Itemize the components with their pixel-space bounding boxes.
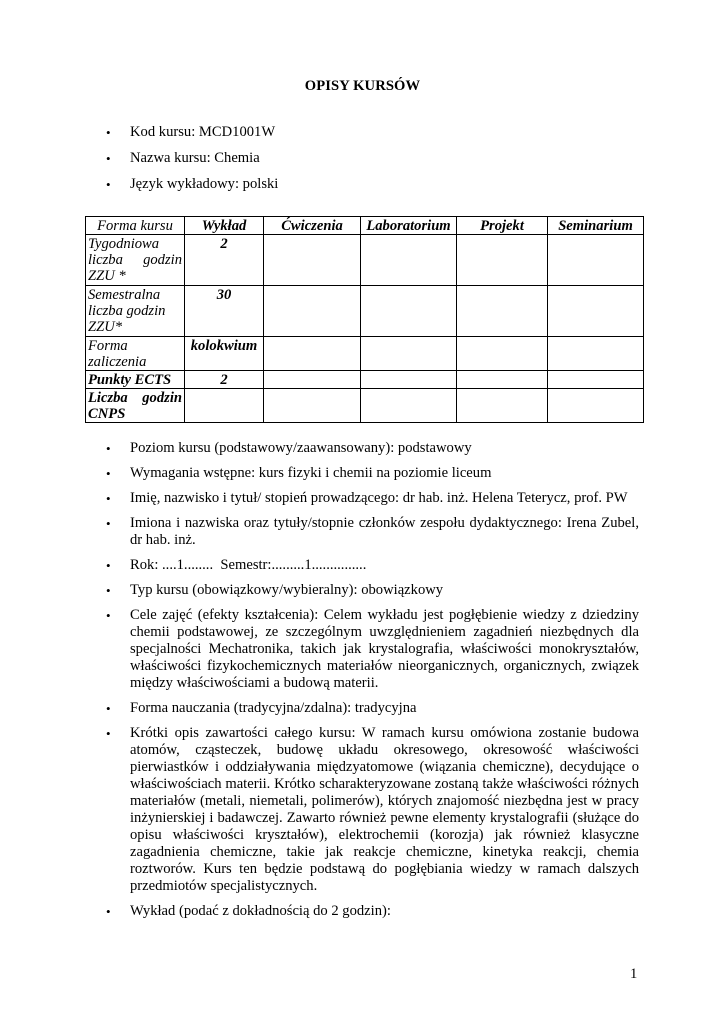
- table-cell: [185, 389, 264, 423]
- page-number: 1: [630, 966, 638, 982]
- course-name-item: [0, 150, 639, 176]
- detail-team: • Imiona i nazwiska oraz tytuły/stopnie członków zespołu dydaktycznego: Irena Zubel, dr hab. inż.: [106, 515, 639, 548]
- table-cell: [361, 371, 457, 389]
- table-cell: [457, 389, 548, 423]
- header-wyklad: Wykład: [185, 217, 264, 235]
- header-projekt: Projekt: [457, 217, 548, 235]
- detail-teaching-form: • Forma nauczania (tradycyjna/zdalna): tradycyjna: [106, 700, 417, 716]
- table-cell: [361, 389, 457, 423]
- table-row: [86, 389, 644, 423]
- header-laboratorium: Laboratorium: [361, 217, 457, 235]
- table-cell: [457, 235, 548, 286]
- course-details-list: [0, 440, 639, 928]
- table-cell: [457, 337, 548, 371]
- bullet-icon: •: [106, 516, 111, 531]
- table-cell: 2: [185, 371, 264, 389]
- detail-goals: • Cele zajęć (efekty kształcenia): Celem wykładu jest pogłębienie wiedzy z dziedziny chemii podstawowej, ze szczególnym uwzględnieniem zagadnień niezbędnych dla specjalności Mechatronika, takich jak krystalografia, właściwości monokryształów, właściwości fizykochemicznych materiałów nieorganicznych, organicznych, związek między właściwościami a budową materii.: [106, 607, 639, 691]
- table-cell: [361, 235, 457, 286]
- bullet-icon: •: [106, 466, 111, 481]
- detail-level: • Poziom kursu (podstawowy/zaawansowany): podstawowy: [106, 440, 472, 456]
- detail-course-type: • Typ kursu (obowiązkowy/wybieralny): obowiązkowy: [106, 582, 444, 598]
- course-header-list: [0, 124, 639, 202]
- course-code: Kod kursu: MCD1001W: [130, 124, 276, 140]
- detail-prerequisites: • Wymagania wstępne: kurs fizyki i chemii na poziomie liceum: [106, 465, 492, 481]
- table-cell: [457, 286, 548, 337]
- table-cell: kolokwium: [185, 337, 264, 371]
- table-cell: [264, 337, 361, 371]
- course-language-item: [0, 176, 639, 202]
- table-row: [86, 337, 644, 371]
- course-code-item: [0, 124, 639, 150]
- table-cell: [548, 371, 644, 389]
- row-label: Punkty ECTS: [86, 371, 185, 389]
- bullet-icon: •: [106, 583, 111, 598]
- detail-year-semester: • Rok: ....1........ Semestr:.........1...............: [106, 557, 367, 573]
- bullet-icon: •: [106, 726, 111, 741]
- row-label: Tygodniowa liczba godzin ZZU *: [86, 235, 185, 286]
- bullet-icon: •: [106, 177, 111, 192]
- table-cell: 2: [185, 235, 264, 286]
- bullet-icon: •: [106, 904, 111, 919]
- course-language: Język wykładowy: polski: [130, 176, 279, 192]
- header-seminarium: Seminarium: [548, 217, 644, 235]
- page-title: OPISY KURSÓW: [304, 78, 421, 94]
- table-cell: [548, 337, 644, 371]
- table-cell: [264, 235, 361, 286]
- detail-lecture: • Wykład (podać z dokładnością do 2 godzin):: [106, 903, 391, 919]
- table-cell: [548, 235, 644, 286]
- table-cell: [457, 371, 548, 389]
- row-label: Liczba godzin CNPS: [86, 389, 185, 423]
- row-label: Semestralna liczba godzin ZZU*: [86, 286, 185, 337]
- course-form-table: [85, 216, 644, 423]
- bullet-icon: •: [106, 558, 111, 573]
- detail-lecturer: • Imię, nazwisko i tytuł/ stopień prowadzącego: dr hab. inż. Helena Teterycz, prof. PW: [106, 490, 628, 506]
- bullet-icon: •: [106, 608, 111, 623]
- table-header-row: [86, 217, 644, 235]
- table-cell: [264, 389, 361, 423]
- header-cwiczenia: Ćwiczenia: [264, 217, 361, 235]
- bullet-icon: •: [106, 441, 111, 456]
- row-label: Forma zaliczenia: [86, 337, 185, 371]
- table-cell: 30: [185, 286, 264, 337]
- table-cell: [264, 371, 361, 389]
- bullet-icon: •: [106, 125, 111, 140]
- detail-description: • Krótki opis zawartości całego kursu: W ramach kursu omówiona zostanie budowa atomów, cząsteczek, budowę układu okresowego, okresowość właściwości pierwiastków i oddziaływania międzyatomowe (wiązania chemiczne), decydujące o właściwościach materii. Krótko scharakteryzowane zostaną także właściwości różnych materiałów (metali, niemetali, polimerów), których znajomość niezbędna jest w pracy inżynierskiej i badawczej. Zawarto również pewne elementy krystalografii (służące do opisu właściwości kryształów), elektrochemii (korozja) jak również klasyczne zagadnienia chemiczne, takie jak reakcje chemiczne, kinetyka reakcji, chemia roztworów. Kurs ten będzie podstawą do pogłębiania wiedzy w ramach dalszych przedmiotów specjalistycznych.: [106, 725, 639, 894]
- table-cell: [548, 389, 644, 423]
- bullet-icon: •: [106, 491, 111, 506]
- table-cell: [264, 286, 361, 337]
- table-row: [86, 286, 644, 337]
- table-row: [86, 235, 644, 286]
- header-forma-kursu: Forma kursu: [86, 217, 185, 235]
- table-cell: [361, 286, 457, 337]
- table-cell: [548, 286, 644, 337]
- bullet-icon: •: [106, 701, 111, 716]
- course-name: Nazwa kursu: Chemia: [130, 150, 260, 166]
- table-row: [86, 371, 644, 389]
- table-cell: [361, 337, 457, 371]
- bullet-icon: •: [106, 151, 111, 166]
